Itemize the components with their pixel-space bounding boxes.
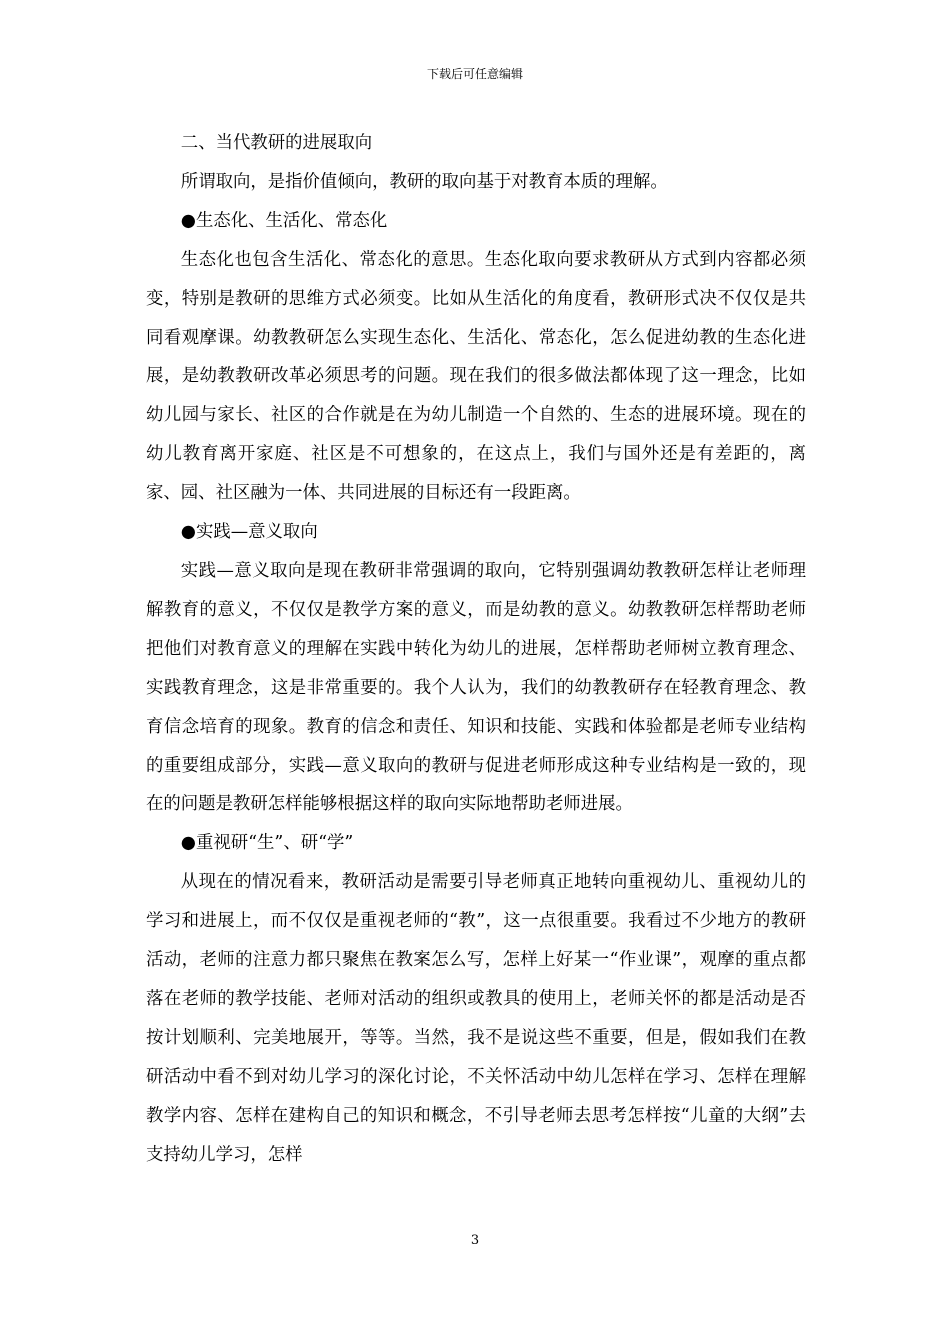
page-number: 3 bbox=[470, 1233, 480, 1248]
document-body bbox=[146, 124, 806, 1174]
bullet-heading-ecological: ●生态化、生活化、常态化 bbox=[180, 210, 388, 231]
page-header: 下载后可任意编辑 bbox=[426, 67, 523, 81]
section-heading: 二、当代教研的进展取向 bbox=[180, 133, 373, 153]
bullet-heading-practice-meaning: ●实践—意义取向 bbox=[180, 522, 318, 543]
paragraph-study-students: 从现在的情况看来，教研活动是需要引导老师真正地转向重视幼儿、重视幼儿的学习和进展上，而不仅仅是重视老师的“教”，这一点很重要。我看过不少地方的教研活动，老师的注意力都只聚焦在教案怎么写，怎样上好某一“作业课”，观摩的重点都落在老师的教学技能、老师对活动的组织或教具的使用上，老师关怀的都是活动是否按计划顺利、完美地展开，等等。当然，我不是说这些不重要，但是，假如我们在教研活动中看不到对幼儿学习的深化讨论，不关怀活动中幼儿怎样在学习、怎样在理解教学内容、怎样在建构自己的知识和概念，不引导老师去思考怎样按“儿童的大纲”去支持幼儿学习，怎样 bbox=[146, 872, 806, 1165]
intro-paragraph: 所谓取向，是指价值倾向，教研的取向基于对教育本质的理解。 bbox=[180, 171, 668, 192]
paragraph-ecological: 生态化也包含生活化、常态化的意思。生态化取向要求教研从方式到内容都必须变，特别是教研的思维方式必须变。比如从生活化的角度看，教研形式决不仅仅是共同看观摩课。幼教教研怎么实现生态化、生活化、常态化，怎么促进幼教的生态化进展，是幼教教研改革必须思考的问题。现在我们的很多做法都体现了这一理念，比如幼儿园与家长、社区的合作就是在为幼儿制造一个自然的、生态的进展环境。现在的幼儿教育离开家庭、社区是不可想象的，在这点上，我们与国外还是有差距的，离家、园、社区融为一体、共同进展的目标还有一段距离。 bbox=[146, 249, 806, 504]
paragraph-practice-meaning: 实践—意义取向是现在教研非常强调的取向，它特别强调幼教教研怎样让老师理解教育的意义，不仅仅是教学方案的意义，而是幼教的意义。幼教教研怎样帮助老师把他们对教育意义的理解在实践中转化为幼儿的进展，怎样帮助老师树立教育理念、实践教育理念，这是非常重要的。我个人认为，我们的幼教教研存在轻教育理念、教育信念培育的现象。教育的信念和责任、知识和技能、实践和体验都是老师专业结构的重要组成部分，实践—意义取向的教研与促进老师形成这种专业结构是一致的，现在的问题是教研怎样能够根据这样的取向实际地帮助老师进展。 bbox=[146, 560, 806, 815]
bullet-heading-study-students: ●重视研“生”、研“学” bbox=[180, 833, 354, 854]
